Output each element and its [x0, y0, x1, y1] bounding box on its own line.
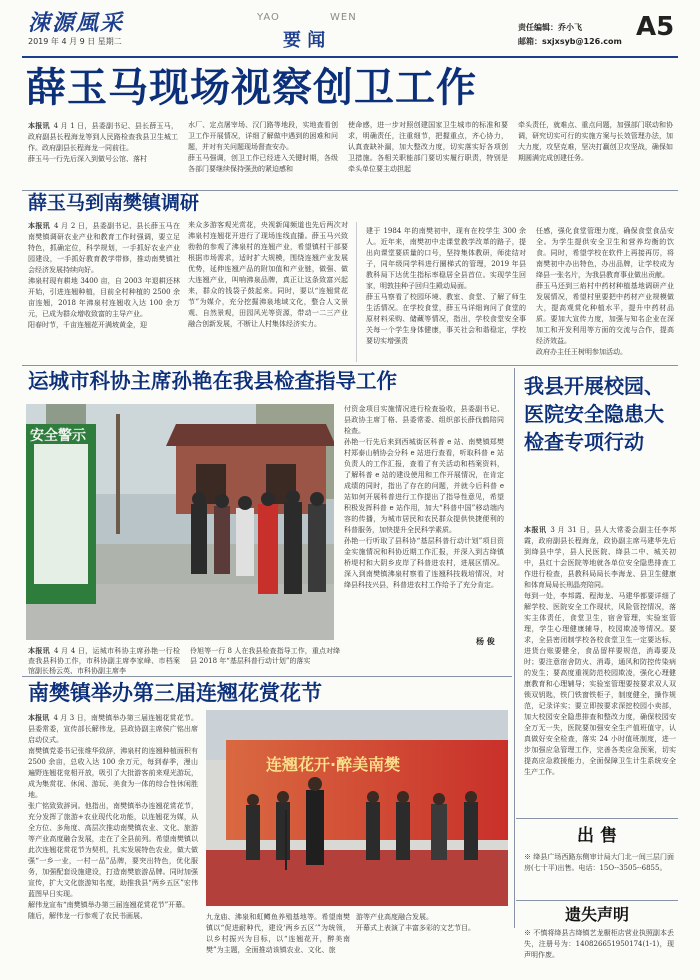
ad-sale-title: 出 售: [577, 826, 617, 846]
article5-col1-text: 4 月 3 日，南樊镇举办第三届连翘花赏花节。县委常委，宣传部长解伟龙，县政协副主席侯广铭出席启动仪式。 南樊镇党委书记张维华致辞，沸泉村的连翘种植面积有 2500 余亩，总收入达 100 余万元，每到春季，漫山遍野连翘花竞相开放，吸引了大批游客前来观光游玩，成为集赏花、休闲、游玩、美食为一体的综合性休闲胜地。 张广铭致致辞词。他指出，南樊镇举办连翘花赏花节，充分发挥了旅游+农业现代化功能，以连翘花为媒，从全方位、多角度、高层次推动南樊镇农业、文化、旅游等产业高度融合发展，走在了全县前列。希望南樊镇以此次连翘花赏花节为契机，扎实发展特色农业，做大做强“一乡一业，一村一品”品牌，要突出特色，优化服务，加强配套设施建设，打造南樊旅游品牌。同时加强宣传，扩大文化旅游知名度，助推我县“两乡五区”宏伟蓝图早日实现。 解伟龙宣布“南樊镇举办第三届连翘花赏花节”开幕。 随后，解伟龙一行参观了农民书画展、: [28, 714, 198, 920]
masthead: [0, 0, 700, 56]
article2-col3: 任感，强化食堂管理力度，确保食堂食品安全。为学生提供安全卫生和营养均衡的饮食。同时，希望学校在软件上再接再厉，将南樊初中办出特色，办出品牌，让学校成为绛县一张名片，为我县教育事业做出贡献。 薛玉马还到三焰村中药材种植基地调研产业发展情况，希望村里要把中药材产业规模做大，提高观赏化种植水平，提升中药材品质。要加大宣传力度，加强与知名企业在深加工和开发利用等方面的交流与合作，提高经济效益。 政府办主任王树明参加活动。: [536, 227, 674, 356]
photo-sign-text: 安全警示: [30, 428, 86, 444]
article5-col2: 九龙庙、沸泉和虹鳟鱼养殖基地等。希望南樊镇以“促进耐种代，建设‘两乡五区’”为统领，以乡村振兴为目标，以“连翘花开，醉美南樊”为主题，全面推动该镇农业、文化、旅: [206, 913, 350, 954]
article4-text: 3 月 31 日，县人大常委会副主任李邦霞，政府副县长程海龙，政协副主席马建华先后到绛县中学，县人民医院、绛县二中、城关初中，县红十会医院等地就各单位安全隐患排查工作进行检查，县教科局局长李海龙、县卫生健康和体育局局长刑晶亮陪同。 每到一处，李邦霞、程海龙、马建华都要详细了解学校、医院安全工作现状，风险管控情况，落实主体责任，食堂卫生，宿舍管理，实验室管理，学生心理健康辅导，校园欺凌等情况。要求，全县密闭制学校各校食堂卫生一定要达标，进货台账要健全，食品留样要规范，消毒要及时；要注意宿舍防火、消毒，通风和防控传染病的发生；要高度重视防范校园欺凌，强化心理健康教育和心理辅导；实验室管理要按要求双人双锁双钥匙，铁门铁窗铁柜子，制度健全，操作规范，记录详实；要立即按要求深挖校园小卖部，加大校园安全隐患排查和整改力度，确保校园安全万无一失，医院要加强安全生产值班值守，认真做好安全检查，落实 24 小时值班制度，进一步加强应急管理工作，完善各类应急预案，切实提高应急救援能力，全面保障卫生计生系统安全生产工作。: [524, 526, 676, 776]
article1-col1: [28, 120, 178, 190]
ad-sale-text: ※ 绛县广场西路东侧审计局大门北一间三层门面房(七十平)出售。电话：15O--3505--6855。: [524, 853, 674, 872]
page-number: A5: [636, 12, 675, 42]
divider-ads: [516, 818, 678, 819]
divider-right-column: [514, 368, 515, 928]
ad-lost-text: ※ 不慎将绛县古绛镇艺龙橱柜店营业执照副本丢失，注册号为：140826651950174(1-1)，现声明作废。: [524, 929, 674, 959]
article4-lead: 本报讯: [524, 525, 547, 534]
article2-col1b: 来众多游客观光赏花，央视新闻频道也先后两次对沸泉村连翘花开进行了现场连线直播。薛玉马兴致勃勃的参观了沸泉村的连翘产业，希望镇村干部要根据市场需求，适时扩大规模，围绕连翘产业发展优势，延伸连翘产品的附加值和产业链，做强、做大连翘产业，叫响沸泉品牌，真正让这条致富兴起来，群众的钱袋子鼓起来。同时，要以“连翘赏花节”为媒介，充分挖掘沸泉地域文化，整合人文景观、自然景观，田园风光等资源，带动一二三产业融合创新发展，不断让人村集体经济实力。: [188, 221, 348, 328]
editor-email: 邮箱：sxjxsyb@126.com: [518, 37, 622, 46]
section-pinyin-right: WEN: [330, 12, 357, 23]
article5-lead: 本报讯: [28, 713, 50, 722]
divider-ads-2: [516, 900, 678, 901]
headline-article2: 薛玉马到南樊镇调研: [28, 192, 200, 214]
article1-col3: 使命感，进一步对照创建国家卫生城市的标准和要求，明确责任，注重细节，把握重点，齐心协力，认真查缺补漏，加大整改力度，切实落实好各项创卫措施。各相关职能部门要切实履行职责，特别是牵头单位要主动担起: [348, 121, 508, 173]
article3-byline: 杨 俊: [476, 637, 495, 646]
headline-article5: 南樊镇举办第三届连翘花赏花节: [28, 681, 322, 705]
headline-article1: 薛玉马现场视察创卫工作: [26, 65, 477, 111]
article5-col3: 游等产业高度融合发展。 开幕式上表演了丰富多彩的文艺节目。: [356, 913, 475, 932]
article5-col1: [28, 712, 198, 974]
article3-caption-text: 4 月 4 日，运城市科协主席孙艳一行检查我县科协工作，市科协副主席李家峰、市档案馆副长杨云英、市科协副主席李: [28, 647, 180, 675]
article1-col1-text: 4 月 1 日，县委副书记、县长薛玉马，政府副县长程海龙等到人民路检查我县卫生城工作。政府副县长程海龙一同前往。 薛玉马一行先后深入到做号公馆、落村: [28, 122, 178, 163]
masthead-rule: [22, 56, 678, 58]
section-title: 要 闻: [283, 30, 326, 51]
article2-col1a: [28, 220, 180, 362]
article2-col2: 建于 1984 年的南樊初中，现有在校学生 300 余人。近年来，南樊初中走课堂教学改革的路子，提出向课堂要质量的口号，坚持集体教研，师徒结对子，同年级同学科进行圈梯式的管理，2019 年县教科局下达优生指标率稳居全县首位。实现学生回家，明敦挂种子回归生殿动局面。 薛玉马察看了校园环境、教室、食堂、了解了师生生活情况。在学校食堂，薛玉马详细询问了食堂的原材料采购、储藏等情况，指出，学校食堂安全事关每一个学生身体健康，事关社会和谐稳定，学校要切实增强责: [366, 227, 526, 345]
photo-flower-festival: [206, 710, 508, 906]
section-pinyin-left: YAO: [257, 12, 280, 23]
divider-3: [22, 676, 512, 677]
headline-article3: 运城市科协主席孙艳在我县检查指导工作: [28, 369, 397, 393]
photo-caption-article3-cont: 伶旭等一行 8 人在我县检查指导工作，重点对绛县 2018 年“基层科普行动计划”的落实: [190, 647, 340, 665]
article1-col4: 牵头责任，就难点、重点问题，加强部门联动和协调，研究切实可行的实施方案与长效管理办法，加大力度，攻坚克难，坚决打赢创卫攻坚战，确保如期圆满完成创建任务。: [518, 121, 673, 162]
ad-lost-title: 遗失声明: [564, 905, 629, 924]
article1-lead: 本报讯: [28, 121, 50, 130]
article3-caption-lead: 本报讯: [28, 646, 50, 655]
photo-officials-inspection: [26, 404, 334, 640]
editor-credit: 责任编辑：乔小飞: [518, 23, 582, 32]
article4-body: [524, 524, 676, 794]
issue-date: 2019 年 4 月 9 日 星期二: [28, 37, 122, 46]
article2-lead: 本报讯: [28, 221, 50, 230]
divider-article2: [356, 222, 357, 362]
article3-body: 付资金项目实施情况进行检查验收，县委副书记、县政协主席丁格、县委常委、组织部长薛伐鹤陪同检查。 孙艳一行先后来到西城街区科普 e 站、南樊镇郑樊村郑泰山梢协会分科 e 站进行查看，听取科普 e 站负责人的工作汇报，查看了有关活动和档案资料，了解科普 e 站的建设使用和工作开展情况，在肯定成绩的同时，指出了存在的问题，并就今后科普 e 站如何开展科普进行工作提出了指导性意见，希望积极发挥科普 e 站作用，加大“科普中国”移动端内容的传播，为城市居民和农民群众提供快捷便利的科普服务，加快提升全民科学素质。 孙艳一行听取了县科协“基层科普行动计划”项目资金实施情况和科协近期工作汇报，并深入到古绛镇桥堤村和大阴乡皮岸了科普进农村，进展区情况。深入到南樊镇沸泉村察看了连翘科技栽培情况，对绛县科技兴县，科普进农村工作给予了充分肯定。: [344, 405, 504, 589]
paper-name: 涑源風采: [28, 10, 125, 36]
article1-col2: 水厂、定点屠宰场、汉门路等地段，实地查看创卫工作开展情况，详细了解做中遇到的困难和问题，并对有关问题现场督查安办。 薛玉马强调，创卫工作已经进入关键时期，各级各部门要继续保持强劲的紧迫感和: [188, 121, 338, 173]
headline-article4: 我县开展校园、医院安全隐患大检查专项行动: [524, 374, 664, 454]
festival-banner-text: 连翘花开·醉美南樊: [266, 755, 401, 774]
article2-col1a-text: 4 月 2 日，县委副书记、县长薛玉马在南樊镇调研农业产业和教育工作时强调，要立足特色，抓确定位，科学规划，一手抓好农业产业园建设，一手抓好教育教学带修，推动南樊镇社会经济发展持续向好。 沸泉村现有耕地 3400 亩，自 2003 年退耕还林开始，引进连翘种植，目前全村种植的 2500 余亩连翘，2018 年沸泉村连翘收入达 100 余万元，已成为群众增收致富的主导产业。 阳春时节，千亩连翘花开满坡黄金，迎: [28, 222, 180, 329]
photo-caption-article3: [28, 646, 180, 676]
